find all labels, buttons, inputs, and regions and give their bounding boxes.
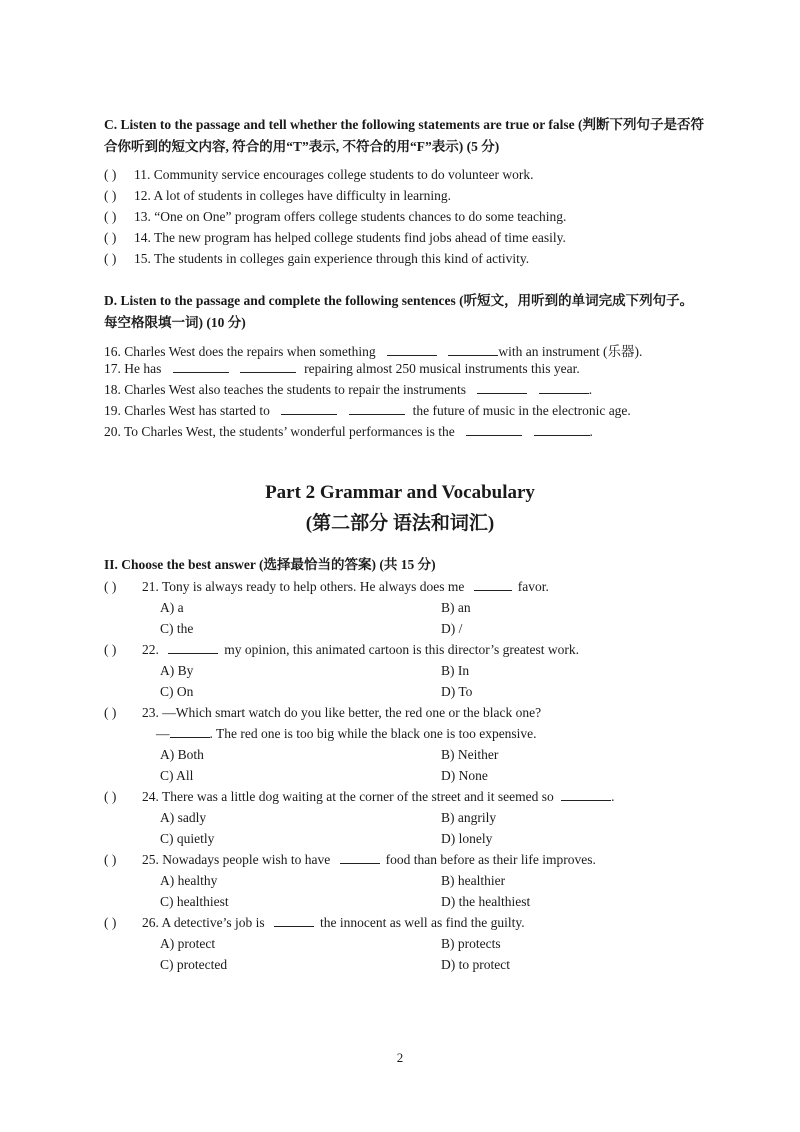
fill-blank (170, 726, 210, 738)
fill-blank[interactable] (349, 403, 405, 415)
answer-paren[interactable]: ( ) (104, 209, 117, 224)
list-item (104, 382, 592, 398)
question-text: 25. Nowadays people wish to have (142, 852, 331, 867)
question-26 (104, 915, 525, 931)
page-number: 2 (396, 1050, 404, 1065)
answer-paren[interactable]: ( ) (104, 705, 117, 720)
question-text-end: my opinion, this animated cartoon is this director’s greatest work. (224, 642, 580, 657)
option-b[interactable]: B) angrily (441, 810, 497, 825)
list-item (104, 230, 566, 246)
sentence-start: 17. He has (104, 361, 162, 376)
fill-blank (474, 579, 512, 591)
option-a[interactable]: A) healthy (160, 873, 218, 888)
question-23 (104, 705, 541, 721)
section-d-heading: D. Listen to the passage and complete the following sentences (听短文，用听到的单词完成下列句子。每空格限填一词) (10 分) (104, 293, 694, 330)
statement-text: 12. A lot of students in colleges have difficulty in learning. (134, 188, 451, 203)
answer-paren[interactable]: ( ) (104, 188, 117, 203)
option-a[interactable]: A) protect (160, 936, 216, 951)
fill-blank[interactable] (466, 424, 522, 436)
option-a[interactable]: A) Both (160, 747, 204, 762)
option-d[interactable]: D) the healthiest (441, 894, 531, 909)
fill-blank[interactable] (281, 403, 337, 415)
section-c-heading: C. Listen to the passage and tell whether the following statements are true or false (判断下列句子是否符合你听到的短文内容, 符合的用“T”表示, 不符合的用“F”表示) (5 分) (104, 117, 704, 154)
sentence-end: the future of music in the electronic age. (412, 403, 631, 418)
option-b[interactable]: B) an (441, 600, 471, 615)
sentence-end: . (588, 382, 593, 397)
option-d[interactable]: D) To (441, 684, 473, 699)
sentence-end: repairing almost 250 musical instruments this year. (304, 361, 580, 376)
question-text-end: food than before as their life improves. (385, 852, 596, 867)
list-item (104, 209, 566, 225)
option-d[interactable]: D) to protect (441, 957, 510, 972)
fill-blank[interactable] (240, 361, 296, 373)
question-24 (104, 789, 615, 805)
option-a[interactable]: A) a (160, 600, 184, 615)
part-title: Part 2 Grammar and Vocabulary (265, 482, 535, 503)
option-d[interactable]: D) None (441, 768, 488, 783)
option-c[interactable]: C) the (160, 621, 194, 636)
answer-paren[interactable]: ( ) (104, 789, 117, 804)
option-c[interactable]: C) All (160, 768, 194, 783)
option-b[interactable]: B) protects (441, 936, 501, 951)
sentence-start: 19. Charles West has started to (104, 403, 270, 418)
list-item (104, 361, 580, 377)
fill-blank[interactable] (534, 424, 590, 436)
question-text: 21. Tony is always ready to help others. He always does me (142, 579, 465, 594)
fill-blank (274, 915, 314, 927)
list-item (104, 167, 534, 183)
answer-paren[interactable]: ( ) (104, 230, 117, 245)
question-text: 23. —Which smart watch do you like better, the red one or the black one? (142, 705, 542, 720)
question-text-end: . (611, 789, 615, 804)
statement-text: 15. The students in colleges gain experience through this kind of activity. (134, 251, 530, 266)
list-item (104, 251, 529, 267)
option-d[interactable]: D) lonely (441, 831, 493, 846)
section-ii-heading: II. Choose the best answer (选择最恰当的答案) (共 15 分) (104, 557, 436, 572)
question-23-reply (156, 726, 537, 742)
fill-blank (561, 789, 611, 801)
statement-text: 11. Community service encourages college students to do volunteer work. (134, 167, 534, 182)
option-b[interactable]: B) healthier (441, 873, 506, 888)
list-item (104, 340, 642, 360)
part-subtitle: (第二部分 语法和词汇) (305, 513, 495, 534)
fill-blank (340, 852, 380, 864)
question-text: 26. A detective’s job is (142, 915, 265, 930)
answer-paren[interactable]: ( ) (104, 642, 117, 657)
option-b[interactable]: B) In (441, 663, 470, 678)
fill-blank[interactable] (387, 344, 437, 356)
option-c[interactable]: C) quietly (160, 831, 215, 846)
question-22 (104, 642, 579, 658)
option-c[interactable]: C) healthiest (160, 894, 229, 909)
answer-paren[interactable]: ( ) (104, 251, 117, 266)
question-text-end: favor. (517, 579, 549, 594)
answer-paren[interactable]: ( ) (104, 167, 117, 182)
sentence-end: . (589, 424, 593, 439)
statement-text: 13. “One on One” program offers college students chances to do some teaching. (134, 209, 567, 224)
statement-text: 14. The new program has helped college students find jobs ahead of time easily. (134, 230, 566, 245)
question-21 (104, 579, 549, 595)
option-b[interactable]: B) Neither (441, 747, 499, 762)
sentence-start: 18. Charles West also teaches the students to repair the instruments (104, 382, 466, 397)
question-text: 22. (142, 642, 159, 657)
sentence-start: 20. To Charles West, the students’ wonderful performances is the (104, 424, 455, 439)
question-text-end: the innocent as well as find the guilty. (320, 915, 525, 930)
list-item (104, 188, 451, 204)
question-text-end: . The red one is too big while the black one is too expensive. (209, 726, 537, 741)
question-25 (104, 852, 596, 868)
question-text: 24. There was a little dog waiting at the corner of the street and it seemed so (142, 789, 554, 804)
fill-blank (168, 642, 218, 654)
option-c[interactable]: C) On (160, 684, 194, 699)
option-c[interactable]: C) protected (160, 957, 228, 972)
dash: — (156, 726, 170, 741)
option-a[interactable]: A) sadly (160, 810, 207, 825)
fill-blank[interactable] (477, 382, 527, 394)
sentence-end: with an instrument (乐器). (498, 344, 643, 359)
list-item (104, 424, 593, 440)
option-a[interactable]: A) By (160, 663, 194, 678)
sentence-start: 16. Charles West does the repairs when something (104, 344, 376, 359)
option-d[interactable]: D) / (441, 621, 463, 636)
list-item (104, 403, 631, 419)
fill-blank[interactable] (448, 344, 498, 356)
fill-blank[interactable] (173, 361, 229, 373)
answer-paren[interactable]: ( ) (104, 579, 117, 594)
answer-paren[interactable]: ( ) (104, 852, 117, 867)
answer-paren[interactable]: ( ) (104, 915, 117, 930)
fill-blank[interactable] (539, 382, 589, 394)
